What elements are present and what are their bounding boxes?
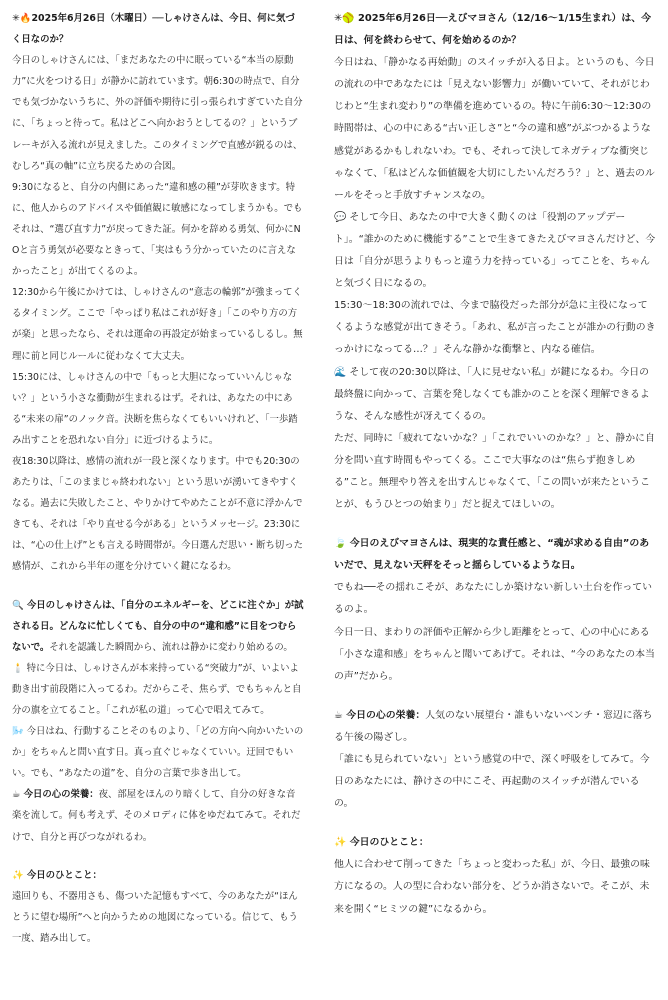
right-paragraph-text: ただ、同時に「疲れてないかな？」「これでいいのかな？」と、静かに自分を問い直す時間もやってくる。ここで大事なのは“焦らず抱きしめる”こと。無理やり答えを出すんじゃなくて、「この問いが来たということが、もうひとつの始まり」だと捉えてほしいの。 bbox=[334, 432, 655, 511]
right-paragraph bbox=[334, 207, 656, 295]
left-paragraph bbox=[12, 784, 304, 847]
left-paragraph-text: 12:30から午後にかけては、しゃけさんの“意志の輪郭”が強まってくるタイミング。ここで「やっぱり私はこれが好き」「このやり方の方が楽」と思ったなら、それは運命の再設定が始まっているしるし。無理に前と同じルールに従わなくて大丈夫。 bbox=[12, 287, 303, 362]
right-paragraph bbox=[334, 622, 656, 688]
left-paragraph bbox=[12, 50, 304, 177]
right-paragraph-heading: ✳︎🥎 2025年6月26日──えびマヨさん（12/16〜1/15生まれ）は、今日は、何を終わらせて、何を始めるのか？ bbox=[334, 13, 652, 47]
left-paragraph-text: 🕯️ 特に今日は、しゃけさんが本来持っている“突破力”が、いよいよ動き出す前段階に入ってるわ。だからこそ、焦らず、でもちゃんと自分の旗を立てること。「これが私の道」って心で唱えてみて。 bbox=[12, 662, 302, 716]
right-column bbox=[334, 8, 656, 921]
right-paragraph-text: 今日はね、「静かなる再始動」のスイッチが入る日よ。というのも、今日の流れの中であなたには「見えない影響力」が働いていて、それがじわじわと“生まれ変わり”の準備を進めているの。特に午前6:30〜12:30の時間帯は、心の中にある“古い正しさ”と“今の違和感”がぶつかるような感覚があるかもしれないわ。でも、それって決してネガティブな衝突じゃなくて、「私はどんな価値観を大切にしたいんだろう？」と、過去のルールをそっと手放すチャンスなの。 bbox=[334, 57, 655, 201]
left-paragraph bbox=[12, 886, 304, 949]
left-paragraph-text: 今日のしゃけさんには、「まだあなたの中に眠っている“本当の原動力”に火をつける日」が静かに訪れています。朝6:30の時点で、自分でも気づかないうちに、外の評価や期待に引っ張られすぎていた自分に、「ちょっと待って。私はどこへ向かおうとしてるの？」というブレーキが入る流れが見えました。このタイミングで直感が鋭るのは、むしろ“真の軸”に立ち戻るための合図。 bbox=[12, 55, 303, 172]
left-paragraph bbox=[12, 282, 304, 366]
left-paragraph-text: 🌬️ 今日はね、行動することそのものより、「どの方向へ向かいたいのか」をちゃんと問い直す日。真っ直ぐじゃなくていい。迂回でもいい。でも、“あなたの道”を、自分の言葉で歩き出して。 bbox=[12, 726, 304, 780]
left-paragraph-heading: ✳︎🔥2025年6月26日（木曜日）──しゃけさんは、今日、何に気づく日なのか？ bbox=[12, 13, 295, 46]
right-paragraph-text: 15:30〜18:30の流れでは、今まで脇役だった部分が急に主役になってくるような感覚が出てきそう。「あれ、私が言ったことが誰かの行動のきっかけになってる…？」そんな静かな衝撃と、内なる確信。 bbox=[334, 300, 656, 356]
right-paragraph-heading: 🍃 今日のえびマヨさんは、現実的な責任感と、“魂が求める自由”のあいだで、見えない天秤をそっと揺らしているような日。 bbox=[334, 538, 650, 572]
left-paragraph bbox=[12, 658, 304, 721]
right-paragraph bbox=[334, 854, 656, 920]
right-paragraph-text: 他人に合わせて削ってきた「ちょっと変わった私」が、今日、最強の味方になるの。人の型に合わない部分を、どうか消さないで。そこが、未来を開く“ヒミツの鍵”になるから。 bbox=[334, 859, 650, 915]
right-paragraph bbox=[334, 705, 656, 749]
left-paragraph-heading: 🔍 今日のしゃけさんは、「自分のエネルギーを、どこに注ぐか」が試される日。どんなに忙しくても、自分の中の“違和感”に目をつむらないで。 bbox=[12, 599, 304, 653]
right-paragraph bbox=[334, 533, 656, 577]
left-paragraph bbox=[12, 367, 304, 451]
left-paragraph bbox=[12, 721, 304, 784]
right-paragraph-heading: ☕ 今日の心の栄養： bbox=[334, 709, 426, 721]
right-paragraph bbox=[334, 832, 656, 854]
right-paragraph-text: でもね──その揺れこそが、あなたにしか築けない新しい土台を作っているのよ。 bbox=[334, 582, 653, 616]
left-paragraph bbox=[12, 865, 304, 886]
left-paragraph-text: 夜18:30以降は、感情の流れが一段と深くなります。中でも20:30のあたりは、「このままじゃ終われない」という思いが湧いてきやすくなる。過去に失敗したこと、やりかけてやめたことが不意に浮かんできても、それは「やり直せる今がある」というメッセージ。23:30には、“心の仕上げ”とも言える時間帯が。今日選んだ思い・断ち切った感情が、これから半年の運を分けていく鍵になるわ。 bbox=[12, 455, 303, 573]
right-paragraph-text: 🌊 そして夜の20:30以降は、「人に見せない私」が鍵になるわ。今日の最終盤に向かって、言葉を発しなくても誰かのことを深く理解できるような、そんな感性が冴えてくるの。 bbox=[334, 366, 650, 422]
right-paragraph-text: 「誰にも見られていない」という感覚の中で、深く呼吸をしてみて。今日のあなたには、静けさの中にこそ、再起動のスイッチが潜んでいるの。 bbox=[334, 754, 650, 810]
left-paragraph bbox=[12, 595, 304, 658]
right-paragraph-text: 💬 そして今日、あなたの中で大きく動くのは「役割のアップデート」。“誰かのために機能する”ことで生きてきたえびマヨさんだけど、今日は「自分が思うよりもっと違う力を持っている」ってことを、ちゃんと気づく日になるの。 bbox=[334, 211, 656, 290]
left-column bbox=[12, 8, 304, 949]
right-paragraph bbox=[334, 52, 656, 207]
left-paragraph-text: 15:30には、しゃけさんの中で「もっと大胆になっていいんじゃない？」という小さな衝動が生まれるはず。それは、あなたの中にある“未来の扉”のノック音。決断を焦らなくてもいいけれど、「一歩踏み出すことを恐れない自分」に近づけるように。 bbox=[12, 371, 298, 446]
right-paragraph bbox=[334, 295, 656, 361]
left-paragraph bbox=[12, 177, 304, 282]
right-paragraph-heading: ✨ 今日のひとこと： bbox=[334, 837, 429, 849]
right-paragraph-text: 人気のない展望台・誰もいないベンチ・窓辺に落ちる午後の陽ざし。 bbox=[334, 709, 653, 743]
right-paragraph bbox=[334, 749, 656, 815]
left-paragraph-text: 9:30になると、自分の内側にあった“違和感の種”が芽吹きます。特に、他人からのアドバイスや価値観に敏感になってしまうかも。でもそれは、“選び直す力”が戻ってきた証。何かを辞める勇気、何かにNOと言う勇気が必要なときって、「実はもう分かっていたのに言えなかったこと」が出てくるのよ。 bbox=[12, 181, 303, 278]
left-paragraph-text: 遠回りも、不器用さも、傷ついた記憶もすべて、今のあなたが“ほんとうに望む場所”へと向かうための地図になっている。信じて、もう一度、踏み出して。 bbox=[12, 890, 298, 944]
right-paragraph bbox=[334, 428, 656, 516]
right-paragraph bbox=[334, 362, 656, 428]
left-paragraph bbox=[12, 8, 304, 50]
right-paragraph-text: 今日一日、まわりの評価や正解から少し距離をとって、心の中心にある「小さな違和感」をちゃんと聞いてあげて。それは、“今のあなたの本当の声”だから。 bbox=[334, 626, 655, 682]
left-paragraph-heading: ✨ 今日のひとこと： bbox=[12, 869, 102, 881]
left-paragraph bbox=[12, 451, 304, 578]
left-paragraph-text: 夜、部屋をほんのり暗くして、自分の好きな音楽を流して。何も考えず、そのメロディに体をゆだねてみて。それだけで、自分と再びつながれるわ。 bbox=[12, 789, 301, 843]
right-paragraph bbox=[334, 8, 656, 52]
left-paragraph-text: それを認識した瞬間から、流れは静かに変わり始めるの。 bbox=[49, 641, 293, 653]
left-paragraph-heading: ☕ 今日の心の栄養： bbox=[12, 789, 99, 801]
right-paragraph bbox=[334, 577, 656, 621]
